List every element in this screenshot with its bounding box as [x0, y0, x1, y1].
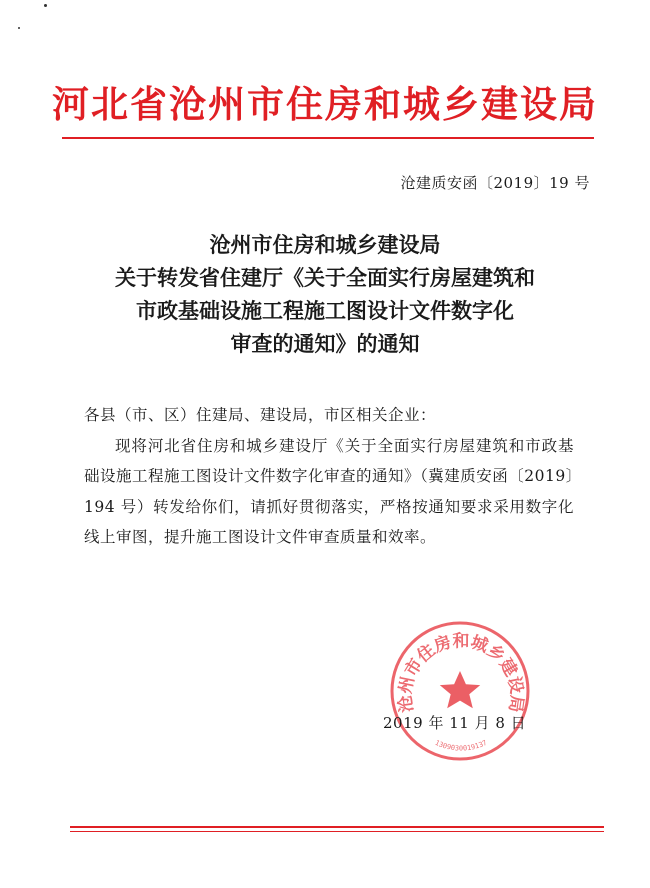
- title-line: 沧州市住房和城乡建设局: [209, 232, 441, 257]
- svg-text:1309030019137: [434, 739, 489, 753]
- seal-code-text: 1309030019137: [433, 738, 489, 753]
- salutation: 各县（市、区）住建局、建设局，市区相关企业：: [84, 406, 437, 424]
- letterhead-title: 河北省沧州市住房和城乡建设局: [52, 82, 598, 126]
- title-line: 审查的通知》的通知: [230, 331, 420, 356]
- footer-rule-thin: [70, 831, 604, 832]
- document-title: [0, 228, 650, 360]
- document-date: 2019 年 11 月 8 日: [383, 714, 527, 732]
- footer-rule: [70, 826, 604, 828]
- letterhead-rule: [62, 137, 594, 139]
- body-paragraph: 现将河北省住房和城乡建设厅《关于全面实行房屋建筑和市政基础设施工程施工图设计文件数字化审查的通知》（冀建质安函〔2019〕194 号）转发给你们，请抓好贯彻落实，严格按通知要求采用数字化线上审图，提升施工图设计文件审查质量和效率。: [84, 436, 574, 546]
- document-body: [84, 400, 574, 553]
- scan-speck: [18, 27, 20, 29]
- seal-star-icon: [440, 671, 480, 708]
- title-line: 市政基础设施工程施工图设计文件数字化: [136, 298, 514, 323]
- seal-arc-text: 沧州市住房和城乡建设局: [395, 631, 527, 714]
- title-line: 关于转发省住建厅《关于全面实行房屋建筑和: [115, 265, 535, 290]
- official-seal: [385, 616, 535, 766]
- scan-speck: [44, 4, 47, 7]
- document-number: 沧建质安函〔2019〕19 号: [400, 174, 590, 192]
